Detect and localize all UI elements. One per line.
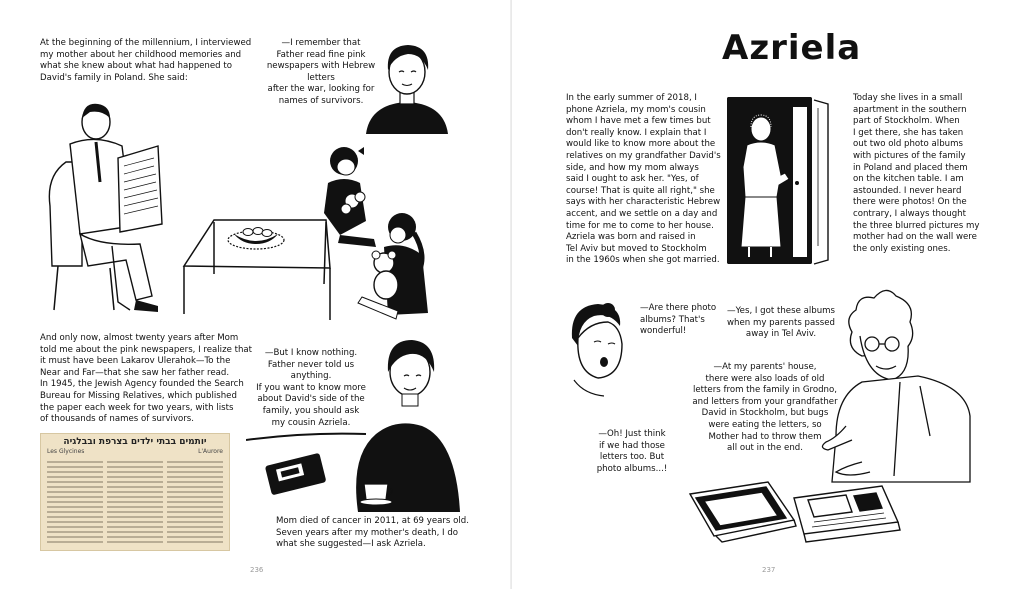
page-number-left: 236	[250, 566, 264, 574]
question-photo-albums: —Are there photo albums? That's wonderful!	[640, 303, 717, 337]
today-lives-text: Today she lives in a small apartment in the southern part of Stockholm. When I get there, she has taken out two old photo albums with pictures of the family in Poland and placed them on the kitchen table. I am astounded. I never heard there were photos! On the contrary, I always thought the three blurred pictures my mother had on the wall were the only existing ones.	[853, 93, 980, 254]
clipping-headline: יותמים בבתי ילדים בצרפת ובבלגיה	[41, 434, 229, 448]
azriela-with-albums-illustration	[686, 286, 996, 554]
answer-letters: —At my parents' house, there were also loads of old letters from the family in Grodno, and letters from your grandfather David in Stockholm, but bugs were eating the letters, so Mother had to throw them all out in the end.	[692, 362, 838, 454]
father-reading-newspaper-illustration	[40, 96, 172, 322]
quote-pink-newspapers: —I remember that Father read fine pink newspapers with Hebrew letters after the war, looking for names of survivors.	[266, 38, 376, 106]
answer-got-albums: —Yes, I got these albums when my parents passed away in Tel Aviv.	[726, 306, 835, 340]
table-with-bowl-illustration	[178, 214, 336, 322]
chapter-title: Azriela	[722, 28, 862, 68]
clipping-subhead-right: L'Aurore	[198, 448, 223, 455]
clipping-columns	[41, 455, 229, 549]
narrator-face-illustration	[564, 298, 634, 398]
mom-died-text: Mom died of cancer in 2011, at 69 years old. Seven years after my mother's death, I do what she suggested—I ask Azriela.	[276, 516, 469, 550]
phone-call-text: In the early summer of 2018, I phone Azriela, my mom's cousin whom I have met a few times but don't really know. I explain that I would like to know more about the relatives on my grandfather David's side, and how my mom always said I ought to ask her. "Yes, of course! That is quite all right," she says with her characteristic Hebrew accent, and we settle on a day and time for me to come to her house. Azriela was born and raised in Tel Aviv but moved to Stockholm in the 1960s when she got married.	[566, 93, 721, 266]
intro-text: At the beginning of the millennium, I interviewed my mother about her childhood memories and what she knew about what had happened to David's family in Poland. She said:	[40, 38, 252, 83]
pink-newspapers-realization: And only now, almost twenty years after Mom told me about the pink newspapers, I realize that it must have been Lakarov Ulerahok—To the Near and Far—that she saw her father read. In 1945, the Jewish Agency founded the Search Bureau for Missing Relatives, which published the paper each week for two years, with lists of thousands of names of survivors.	[40, 333, 253, 425]
girls-playing-illustration	[318, 143, 448, 323]
door-frame-illustration	[812, 96, 832, 266]
question-just-think: —Oh! Just think if we had those letters too. But photo albums...!	[596, 429, 668, 474]
azriela-doorway-panel	[727, 97, 812, 264]
mother-at-table-illustration	[246, 336, 466, 516]
azriela-doorway-illustration	[727, 97, 812, 264]
page-number-right: 237	[762, 566, 776, 574]
clipping-subhead-left: Les Glycines	[47, 448, 85, 455]
mother-portrait-illustration	[362, 38, 452, 136]
quote-know-nothing: —But I know nothing. Father never told us anything. If you want to know more about David's side of the family, you should ask my cousin Azriela.	[256, 348, 366, 428]
newspaper-clipping	[40, 433, 230, 551]
